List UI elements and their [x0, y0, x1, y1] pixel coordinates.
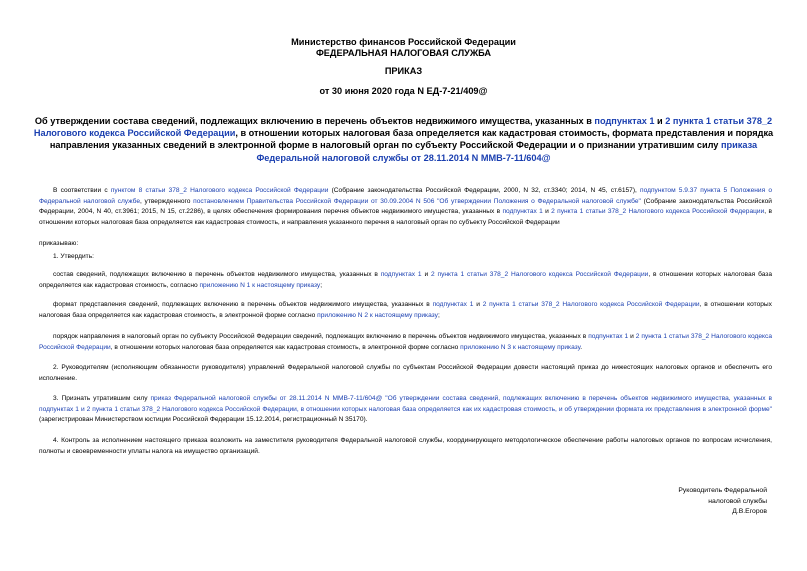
preamble-text: В соответствии с: [53, 187, 111, 194]
title-link-fns-order[interactable]: приказа Федеральной налоговой службы от 28.11.2014 N ММВ-7-11/604@: [256, 140, 758, 163]
preamble-text: и: [542, 208, 552, 215]
subitem-text: ;: [437, 311, 440, 319]
subitem-text: состав сведений, подлежащих включению в перечень объектов недвижимого имущества, указанных в: [53, 271, 381, 278]
preamble-link-article-378-2-p8[interactable]: пунктом 8 статьи 378_2 Налогового кодекса Российской Федерации: [110, 187, 329, 194]
subitem-link-appendix-1[interactable]: приложению N 1 к настоящему приказу: [199, 281, 321, 289]
title-text: и: [654, 116, 666, 126]
preamble-text: , в отношении которых налоговая база определяется как кадастровая стоимость, и направления указанного перечня в налоговый орган по субъекту Российской Федерации: [39, 208, 772, 226]
ministry-name: Министерство финансов Российской Федерации: [291, 37, 516, 47]
subitem-link-article-378-2[interactable]: 2 пункта 1 статьи 378_2 Налогового кодекса Российской Федерации: [431, 271, 649, 278]
subitem-text: и: [421, 271, 431, 278]
service-name: ФЕДЕРАЛЬНАЯ НАЛОГОВАЯ СЛУЖБА: [315, 48, 492, 58]
document-header: [0, 37, 807, 59]
subitem-link-subparagraph-1[interactable]: подпунктах 1: [432, 301, 474, 308]
title-link-subparagraph-1[interactable]: подпунктах 1: [594, 116, 655, 126]
title-link-article-378-2[interactable]: 2 пункта 1 статьи 378_2 Налогового кодекса Российской Федерации: [33, 116, 773, 139]
subitem-text: и: [628, 333, 636, 340]
signature-name: Д.В.Егоров: [732, 508, 767, 515]
preamble-link-fns-regulation[interactable]: подпунктом 5.9.37 пункта 5 Положения о Федеральной налоговой службе: [39, 187, 773, 205]
item-2-paragraph: 2. Руководителям (исполняющим обязанности руководителя) управлений Федеральной налоговой службы по субъектам Российской Федерации довести настоящий приказ до нижестоящих налоговых органов и обеспечить его исполнение.: [39, 364, 772, 382]
preamble-text: (Собрание законодательства Российской Федерации, 2004, N 40, ст.3961; 2015, N 15, ст.2286), в целях обеспечения формирования перечня объектов недвижимого имущества, указанных в: [39, 197, 772, 215]
subitem-text: , в отношении которых налоговая база определяется как кадастровая стоимость, в электронной форме согласно: [39, 301, 772, 319]
document-type: ПРИКАЗ: [384, 66, 423, 76]
subitem-text: , в отношении которых налоговая база определяется как кадастровая стоимость, в электронной форме согласно: [110, 343, 461, 351]
item-3-text: 3. Признать утратившим силу: [53, 395, 151, 402]
title-text: , в отношении которых налоговая база определяется как кадастровая стоимость, формата представления и порядка направления указанных сведений в электронной форме в налоговый орган по субъекту Российской Федерации и о признании утратившим силу: [49, 128, 774, 151]
item-3-text: (зарегистрирован Министерством юстиции Российской Федерации 15.12.2014, регистрационный N 35170).: [39, 416, 368, 423]
title-text: Об утверждении состава сведений, подлежащих включению в перечень объектов недвижимого имущества, указанных в: [34, 116, 595, 126]
item-4-paragraph: 4. Контроль за исполнением настоящего приказа возложить на заместителя руководителя Федеральной налоговой службы, координирующего методологическое обеспечение работы налоговых органов по вопросам исчисления, полноты и своевременности уплаты налога на имущество организаций.: [39, 437, 772, 455]
order-word: приказываю:: [39, 240, 79, 247]
preamble-link-government-decree[interactable]: постановлением Правительства Российской Федерации от 30.09.2004 N 506 "Об утверждении Положения о Федеральной налоговой службе": [193, 197, 641, 205]
subitem-link-subparagraph-1[interactable]: подпунктах 1: [588, 333, 629, 340]
signature-organization: налоговой службы: [708, 497, 767, 505]
subitem-link-appendix-3[interactable]: приложению N 3 к настоящему приказу: [460, 343, 581, 351]
subitem-text: формат представления сведений, подлежащих включению в перечень объектов недвижимого имущества, указанных в: [53, 301, 433, 308]
subitem-text: ;: [320, 281, 323, 289]
subitem-link-subparagraph-1[interactable]: подпунктах 1: [380, 271, 422, 278]
preamble-text: , утвержденного: [140, 197, 194, 205]
subitem-text: .: [580, 343, 583, 351]
subitem-link-article-378-2[interactable]: 2 пункта 1 статьи 378_2 Налогового кодекса Российской Федерации: [482, 301, 700, 308]
subitem-link-appendix-2[interactable]: приложению N 2 к настоящему приказу: [317, 311, 438, 319]
preamble-paragraph: [39, 186, 772, 228]
subitem-text: , в отношении которых налоговая база определяется как кадастровая стоимость, согласно: [39, 271, 772, 289]
preamble-text: (Собрание законодательства Российской Федерации, 2000, N 32, ст.3340; 2014, N 45, ст.6157),: [328, 187, 641, 194]
preamble-link-subparagraph-1[interactable]: подпунктах 1: [502, 208, 543, 215]
document-date-number: от 30 июня 2020 года N ЕД-7-21/409@: [319, 86, 488, 96]
item-1-heading: 1. Утвердить:: [53, 253, 94, 260]
item-3-paragraph: [39, 394, 772, 426]
signature-block: [567, 486, 767, 518]
subitem-text: порядок направления в налоговый орган по субъекту Российской Федерации сведений, подлежащих включению в перечень объектов недвижимого имущества, указанных в: [53, 333, 589, 340]
item-3-link-repealed-order[interactable]: приказ Федеральной налоговой службы от 28.11.2014 N ММВ-7-11/604@ "Об утверждении состава сведений, подлежащих включению в перечень объектов недвижимого имущества, указанных в подпунктах 1 и 2 пункта 1 статьи 378_2 Налогового кодекса Российской Федерации, в отношении которых налоговая база определяется как их кадастровая стоимость, и об утверждении формата их представления в электронной форме": [39, 395, 773, 413]
subitem-text: и: [473, 301, 483, 308]
item-1-subitem-composition: [39, 270, 772, 291]
item-1-subitem-format: [39, 300, 772, 321]
preamble-link-article-378-2[interactable]: 2 пункта 1 статьи 378_2 Налогового кодекса Российской Федерации: [551, 208, 765, 215]
subitem-link-article-378-2[interactable]: 2 пункта 1 статьи 378_2 Налогового кодекса Российской Федерации: [39, 333, 772, 351]
signature-position: Руководитель Федеральной: [678, 487, 767, 494]
document-title: [30, 115, 777, 164]
item-1-subitem-procedure: [39, 332, 772, 353]
